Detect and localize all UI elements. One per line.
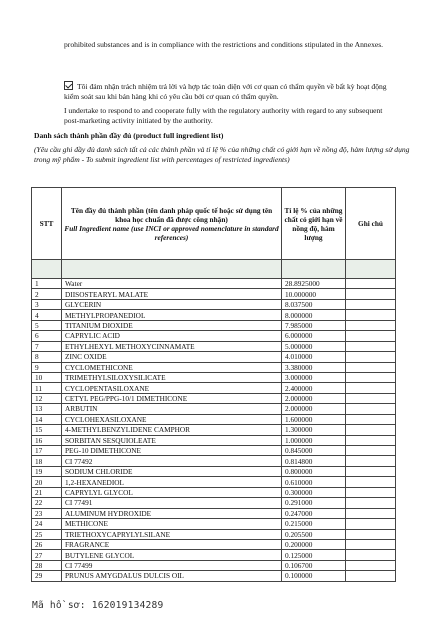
- row-note: [346, 560, 396, 570]
- table-row: [32, 331, 396, 341]
- header-ingredient-name: [62, 188, 282, 260]
- row-ingredient-name: CYCLOMETHICONE: [62, 362, 282, 372]
- row-stt: 3: [32, 299, 62, 309]
- commitment-en-paragraph: I undertake to respond to and cooperate fully with the regulatory authority with regard to any subsequent post-marketing activity initiated by the authority.: [64, 106, 383, 125]
- row-note: [346, 393, 396, 403]
- row-note: [346, 310, 396, 320]
- row-stt: 1: [32, 279, 62, 289]
- row-stt: 5: [32, 320, 62, 330]
- row-ingredient-name: ALUMINUM HYDROXIDE: [62, 508, 282, 518]
- row-ingredient-name: METHICONE: [62, 519, 282, 529]
- row-stt: 20: [32, 477, 62, 487]
- row-note: [346, 414, 396, 424]
- header-note: Ghi chú: [346, 188, 396, 260]
- row-note: [346, 498, 396, 508]
- row-stt: 22: [32, 498, 62, 508]
- row-percentage: 0.205500: [282, 529, 346, 539]
- row-note: [346, 435, 396, 445]
- table-row: [32, 539, 396, 549]
- header-stt: STT: [32, 188, 62, 260]
- row-ingredient-name: METHYLPROPANEDIOL: [62, 310, 282, 320]
- row-stt: 4: [32, 310, 62, 320]
- row-note: [346, 331, 396, 341]
- row-percentage: 4.010000: [282, 352, 346, 362]
- row-stt: 13: [32, 404, 62, 414]
- row-stt: 29: [32, 571, 62, 581]
- row-percentage: 10.000000: [282, 289, 346, 299]
- row-note: [346, 508, 396, 518]
- table-row: [32, 341, 396, 351]
- table-row: [32, 519, 396, 529]
- row-ingredient-name: FRAGRANCE: [62, 539, 282, 549]
- row-ingredient-name: BUTYLENE GLYCOL: [62, 550, 282, 560]
- row-note: [346, 425, 396, 435]
- row-percentage: 2.000000: [282, 404, 346, 414]
- row-ingredient-name: CI 77492: [62, 456, 282, 466]
- row-ingredient-name: DIISOSTEARYL MALATE: [62, 289, 282, 299]
- row-ingredient-name: 4-METHYLBENZYLIDENE CAMPHOR: [62, 425, 282, 435]
- table-row: [32, 320, 396, 330]
- row-stt: 28: [32, 560, 62, 570]
- row-ingredient-name: ETHYLHEXYL METHOXYCINNAMATE: [62, 341, 282, 351]
- row-stt: 11: [32, 383, 62, 393]
- table-row: [32, 404, 396, 414]
- row-note: [346, 279, 396, 289]
- row-stt: 17: [32, 446, 62, 456]
- row-percentage: 28.8925000: [282, 279, 346, 289]
- table-row: [32, 362, 396, 372]
- row-percentage: 8.000000: [282, 310, 346, 320]
- row-note: [346, 529, 396, 539]
- row-note: [346, 456, 396, 466]
- row-note: [346, 519, 396, 529]
- row-ingredient-name: CYCLOPENTASILOXANE: [62, 383, 282, 393]
- row-note: [346, 466, 396, 476]
- ingredient-table: [31, 187, 396, 582]
- header-name-en: Full Ingredient name (use INCI or approved nomenclature in standard references): [64, 223, 279, 242]
- row-note: [346, 299, 396, 309]
- row-percentage: 0.247000: [282, 508, 346, 518]
- row-note: [346, 477, 396, 487]
- row-note: [346, 383, 396, 393]
- row-percentage: 1.000000: [282, 435, 346, 445]
- row-percentage: 0.125000: [282, 550, 346, 560]
- row-stt: 6: [32, 331, 62, 341]
- row-note: [346, 362, 396, 372]
- row-percentage: 0.200000: [282, 539, 346, 549]
- row-note: [346, 550, 396, 560]
- row-percentage: 0.291000: [282, 498, 346, 508]
- intro-paragraph: prohibited substances and is in compliance with the restrictions and conditions stipulated in the Annexes.: [64, 40, 384, 49]
- row-ingredient-name: PEG-10 DIMETHICONE: [62, 446, 282, 456]
- commitment-vi-paragraph: [64, 80, 394, 102]
- row-stt: 23: [32, 508, 62, 518]
- record-code: Mã hồ sơ: 162019134289: [32, 600, 164, 611]
- row-stt: 9: [32, 362, 62, 372]
- table-row: [32, 289, 396, 299]
- table-row: [32, 456, 396, 466]
- table-header-row: [32, 188, 396, 260]
- row-stt: 25: [32, 529, 62, 539]
- table-row: [32, 529, 396, 539]
- row-percentage: 5.000000: [282, 341, 346, 351]
- row-ingredient-name: CAPRYLIC ACID: [62, 331, 282, 341]
- row-note: [346, 539, 396, 549]
- table-row: [32, 425, 396, 435]
- row-percentage: 3.380000: [282, 362, 346, 372]
- row-ingredient-name: CYCLOHEXASILOXANE: [62, 414, 282, 424]
- row-ingredient-name: Water: [62, 279, 282, 289]
- table-row: [32, 393, 396, 403]
- row-ingredient-name: 1,2-HEXANEDIOL: [62, 477, 282, 487]
- row-note: [346, 320, 396, 330]
- row-ingredient-name: CAPRYLYL GLYCOL: [62, 487, 282, 497]
- row-percentage: 2.400000: [282, 383, 346, 393]
- table-row: [32, 279, 396, 289]
- row-percentage: 0.610000: [282, 477, 346, 487]
- table-row: [32, 560, 396, 570]
- row-ingredient-name: CI 77491: [62, 498, 282, 508]
- row-percentage: 1.600000: [282, 414, 346, 424]
- table-row: [32, 550, 396, 560]
- table-row: [32, 352, 396, 362]
- table-row: [32, 498, 396, 508]
- row-stt: 14: [32, 414, 62, 424]
- row-stt: 16: [32, 435, 62, 445]
- row-stt: 8: [32, 352, 62, 362]
- row-ingredient-name: SORBITAN SESQUIOLEATE: [62, 435, 282, 445]
- row-note: [346, 341, 396, 351]
- row-percentage: 0.814800: [282, 456, 346, 466]
- table-row: [32, 571, 396, 581]
- row-percentage: 0.215000: [282, 519, 346, 529]
- row-percentage: 0.100000: [282, 571, 346, 581]
- row-ingredient-name: ZINC OXIDE: [62, 352, 282, 362]
- row-ingredient-name: CI 77499: [62, 560, 282, 570]
- row-note: [346, 352, 396, 362]
- row-ingredient-name: TRIETHOXYCAPRYLYLSILANE: [62, 529, 282, 539]
- table-row: [32, 383, 396, 393]
- row-stt: 18: [32, 456, 62, 466]
- row-percentage: 6.000000: [282, 331, 346, 341]
- table-row: [32, 414, 396, 424]
- row-stt: 7: [32, 341, 62, 351]
- row-percentage: 2.000000: [282, 393, 346, 403]
- row-percentage: 0.845000: [282, 446, 346, 456]
- row-note: [346, 446, 396, 456]
- row-percentage: 1.300000: [282, 425, 346, 435]
- row-percentage: 0.300000: [282, 487, 346, 497]
- row-ingredient-name: TRIMETHYLSILOXYSILICATE: [62, 372, 282, 382]
- table-row: [32, 446, 396, 456]
- table-row: [32, 299, 396, 309]
- row-stt: 27: [32, 550, 62, 560]
- table-spacer-row: [32, 260, 396, 279]
- row-ingredient-name: TITANIUM DIOXIDE: [62, 320, 282, 330]
- commitment-vi-text: Tôi đảm nhận trách nhiệm trả lời và hợp tác toàn diện với cơ quan có thẩm quyền về bất kỳ hoạt động kiểm soát sau khi bán hàng khi có yêu cầu bởi cơ quan có thẩm quyền.: [64, 82, 387, 101]
- row-stt: 2: [32, 289, 62, 299]
- row-stt: 12: [32, 393, 62, 403]
- row-percentage: 0.800000: [282, 466, 346, 476]
- row-stt: 19: [32, 466, 62, 476]
- row-percentage: 8.037500: [282, 299, 346, 309]
- table-row: [32, 466, 396, 476]
- row-note: [346, 372, 396, 382]
- row-note: [346, 487, 396, 497]
- table-row: [32, 477, 396, 487]
- table-row: [32, 310, 396, 320]
- table-row: [32, 372, 396, 382]
- row-percentage: 3.000000: [282, 372, 346, 382]
- table-body: [32, 279, 396, 582]
- row-ingredient-name: SODIUM CHLORIDE: [62, 466, 282, 476]
- row-note: [346, 571, 396, 581]
- row-stt: 26: [32, 539, 62, 549]
- row-stt: 21: [32, 487, 62, 497]
- row-note: [346, 404, 396, 414]
- row-ingredient-name: CETYL PEG/PPG-10/1 DIMETHICONE: [62, 393, 282, 403]
- row-note: [346, 289, 396, 299]
- table-row: [32, 508, 396, 518]
- header-name-vi: Tên đầy đủ thành phần (tên danh pháp quốc tế hoặc sử dụng tên khoa học chuẩn đã được công nhận): [70, 205, 273, 224]
- row-stt: 15: [32, 425, 62, 435]
- instructions-text: (Yêu cầu ghi đầy đủ danh sách tất cả các thành phần và tỉ lệ % của những chất có giới hạn về nồng độ, hàm lượng sử dụng trong mỹ phẩm - To submit ingredient list with percentages of restricted ingredients): [34, 145, 410, 164]
- header-percentage: Tỉ lệ % của những chất có giới hạn về nồng độ, hàm lượng: [282, 188, 346, 260]
- checked-checkbox-icon[interactable]: [64, 81, 73, 90]
- row-percentage: 0.106700: [282, 560, 346, 570]
- row-ingredient-name: ARBUTIN: [62, 404, 282, 414]
- row-percentage: 7.985000: [282, 320, 346, 330]
- section-heading: Danh sách thành phần đầy đủ (product full ingredient list): [34, 131, 224, 140]
- table-row: [32, 487, 396, 497]
- row-ingredient-name: PRUNUS AMYGDALUS DULCIS OIL: [62, 571, 282, 581]
- row-stt: 10: [32, 372, 62, 382]
- row-stt: 24: [32, 519, 62, 529]
- table-row: [32, 435, 396, 445]
- row-ingredient-name: GLYCERIN: [62, 299, 282, 309]
